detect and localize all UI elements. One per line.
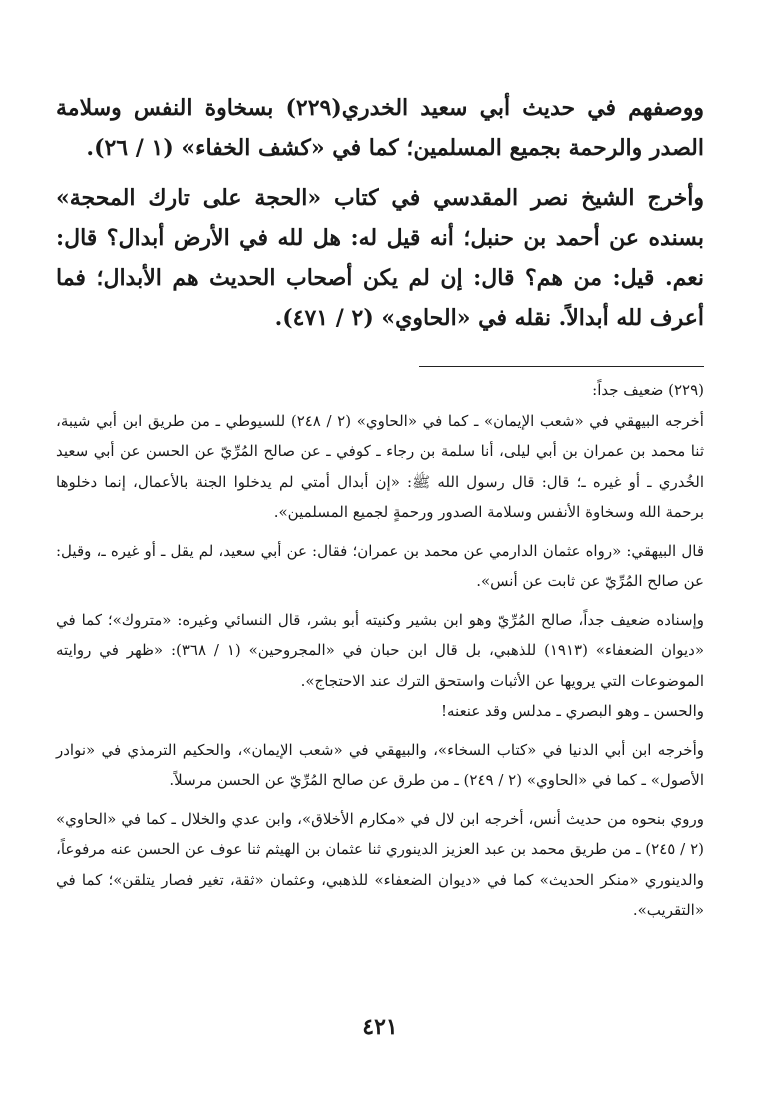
main-paragraph-2: وأخرج الشيخ نصر المقدسي في كتاب «الحجة على تارك المحجة» بسنده عن أحمد بن حنبل؛ أنه قيل له: هل لله في الأرض أبدال؟ قال: نعم. قيل: من هم؟ قال: إن لم يكن أصحاب الحديث هم الأبدال؛ فما أعرف لله أبدالاً. نقله في «الحاوي» (٢ / ٤٧١). [56, 185, 704, 331]
footnote-paragraph-2: قال البيهقي: «رواه عثمان الدارمي عن محمد بن عمران؛ فقال: عن أبي سعيد، لم يقل ـ أو غيره ـ، وقيل: عن صالح المُرِّيّ عن ثابت عن أنس». [56, 541, 704, 590]
footnote-paragraph-4: والحسن ـ وهو البصري ـ مدلس وقد عنعنه! [440, 702, 704, 720]
page-number: ٤٢١ [362, 1014, 398, 1040]
footnote-separator [419, 366, 704, 367]
footnote-paragraph-6: وروي بنحوه من حديث أنس، أخرجه ابن لال في «مكارم الأخلاق»، وابن عدي والخلال ـ كما في «الحاوي» (٢ / ٢٤٥) ـ من طريق محمد بن عبد العزيز الدينوري ثنا عثمان بن الهيثم ثنا عوف عن الحسن عنه مرفوعاً، والدينوري «منكر الحديث» كما في «ديوان الضعفاء» للذهبي، وعثمان «ثقة، تغير فصار يتلقن»؛ كما في «التقريب». [56, 809, 704, 919]
main-paragraph-1: ووصفهم في حديث أبي سعيد الخدري(٢٢٩) بسخاوة النفس وسلامة الصدر والرحمة بجميع المسلمين؛ كما في «كشف الخفاء» (١ / ٢٦). [56, 95, 704, 161]
footnote-paragraph-5: وأخرجه ابن أبي الدنيا في «كتاب السخاء»، والبيهقي في «شعب الإيمان»، والحكيم الترمذي في «نوادر الأصول» ـ كما في «الحاوي» (٢ / ٢٤٩) ـ من طرق عن صالح المُرِّيّ عن الحسن مرسلاً. [56, 740, 704, 789]
footnote-header: (٢٢٩) ضعيف جداً: [592, 381, 704, 399]
footnote-paragraph-1: أخرجه البيهقي في «شعب الإيمان» ـ كما في «الحاوي» (٢ / ٢٤٨) للسيوطي ـ من طريق ابن أبي شيبة، ثنا محمد بن عمران بن أبي ليلى، أنا سلمة بن رجاء ـ كوفي ـ عن صالح المُرِّيّ عن الحسن عن أبي سعيد الخُدري ـ أو غيره ـ؛ قال: قال رسول الله ﷺ: «إن أبدال أمتي لم يدخلوا الجنة بالأعمال، إنما دخلوها برحمة الله وسخاوة الأنفس وسلامة الصدور ورحمةٍ لجميع المسلمين». [56, 411, 704, 521]
footnote-paragraph-3: وإسناده ضعيف جداً، صالح المُرِّيّ وهو ابن بشير وكنيته أبو بشر، قال النسائي وغيره: «متروك»؛ كما في «ديوان الضعفاء» (١٩١٣) للذهبي، بل قال ابن حبان في «المجروحين» (١ / ٣٦٨): «ظهر في روايته الموضوعات التي يرويها عن الأثبات واستحق الترك عند الاحتجاج». [56, 610, 705, 690]
footnotes [56, 375, 704, 926]
main-text [56, 88, 704, 338]
